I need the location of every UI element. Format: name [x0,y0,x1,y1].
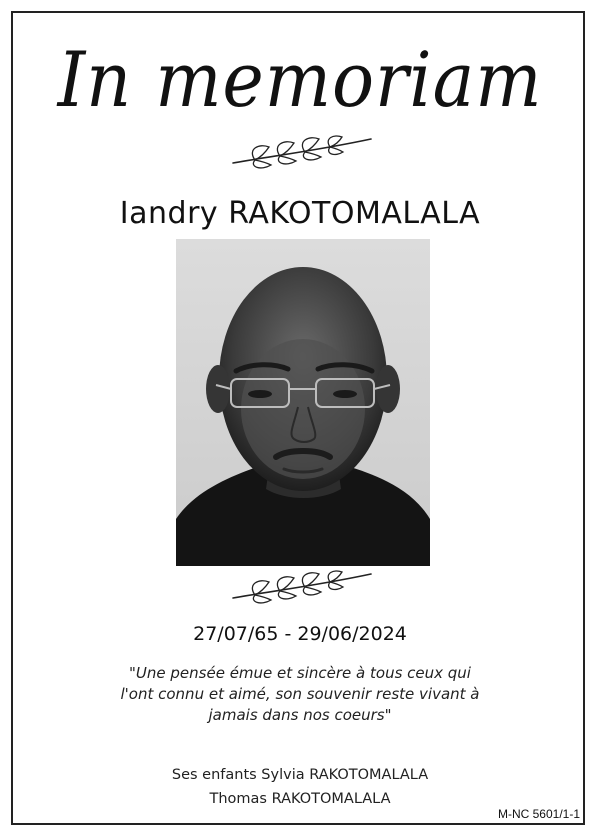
life-dates: 27/07/65 - 29/06/2024 [193,623,407,645]
reference-code: M-NC 5601/1-1 [497,807,580,821]
family-line-1: Ses enfants Sylvia RAKOTOMALALA [171,767,429,783]
deceased-name: Iandry RAKOTOMALALA [119,196,481,231]
memorial-quote: "Une pensée émue et sincère à tous ceux qui l'ont connu et aimé, son souvenir reste vivant à jamais dans nos coeurs" [120,664,480,724]
leaf-branch-icon [225,135,375,175]
page-title: In memoriam [57,35,543,124]
portrait-image [176,239,430,566]
portrait-photo [176,239,430,566]
family-line-2: Thomas RAKOTOMALALA [209,791,391,807]
leaf-branch-icon [225,570,375,610]
